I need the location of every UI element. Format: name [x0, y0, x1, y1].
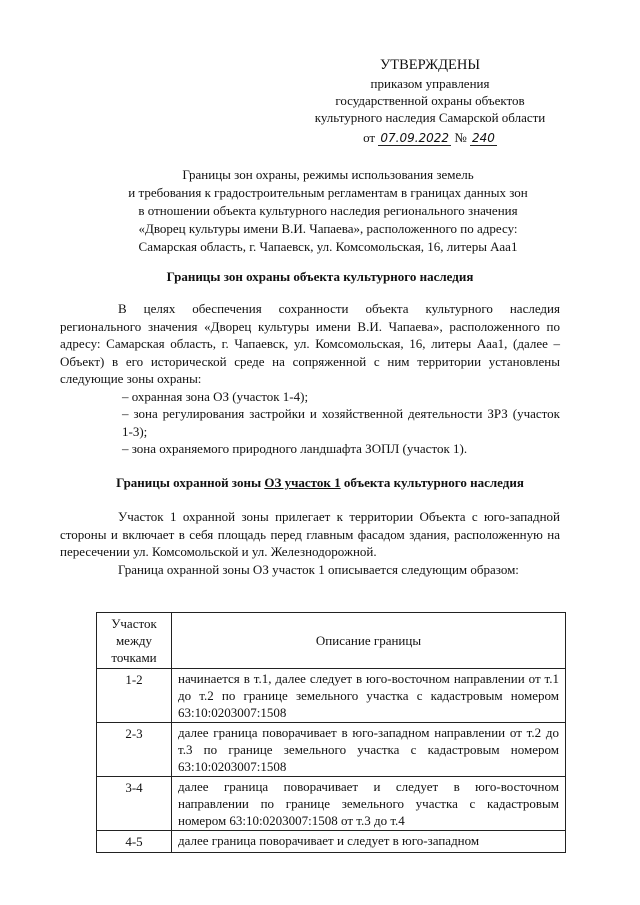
heading-line-3: в отношении объекта культурного наследия регионального значения	[138, 203, 518, 218]
zone-item-zopl: – зона охраняемого природного ландшафта ЗОПЛ (участок 1).	[122, 441, 468, 456]
approval-line-1: приказом управления	[370, 76, 490, 91]
section-2-heading-underlined: ОЗ участок 1	[264, 475, 341, 490]
approval-line-2: государственной охраны объектов	[335, 93, 525, 108]
segment-cell: 2-3	[97, 723, 172, 777]
segment-cell: 1-2	[97, 669, 172, 723]
approval-title: УТВЕРЖДЕНЫ	[379, 57, 481, 73]
section-2-para-2: Граница охранной зоны ОЗ участок 1 описывается следующим образом:	[118, 561, 519, 577]
description-cell: далее граница поворачивает и следует в юго-восточном направлении по границе земельного участка с кадастровым номером 63:10:0203007:1508 от т.3 до т.4	[172, 777, 566, 831]
section-2-body	[60, 508, 560, 578]
date-prefix: от	[363, 130, 376, 145]
heading-line-5: Самарская область, г. Чапаевск, ул. Комсомольская, 16, литеры Ааа1	[138, 239, 518, 254]
document-heading	[108, 166, 548, 256]
description-cell: далее граница поворачивает и следует в юго-западном	[172, 831, 566, 853]
approval-date-line	[300, 129, 560, 146]
section-2-para-1: Участок 1 охранной зоны прилегает к территории Объекта с юго-западной стороны и включает в себя площадь перед главным фасадом здания, расположенную на пересечении ул. Комсомольской и ул. Железнодорожной.	[60, 509, 560, 559]
heading-line-1: Границы зон охраны, режимы использования земель	[182, 167, 474, 182]
segment-cell: 4-5	[97, 831, 172, 853]
section-2-heading	[60, 474, 580, 491]
table-header-row	[97, 613, 566, 669]
table-header-description: Описание границы	[172, 613, 566, 669]
table-row	[97, 777, 566, 831]
description-cell: начинается в т.1, далее следует в юго-восточном направлении от т.1 до т.2 по границе земельного участка с кадастровым номером 63:10:0203007:1508	[172, 669, 566, 723]
table-header-segment: Участок между точками	[97, 613, 172, 669]
table-row	[97, 831, 566, 853]
approval-line-3: культурного наследия Самарской области	[314, 110, 546, 125]
heading-line-2: и требования к градостроительным регламентам в границах данных зон	[128, 185, 528, 200]
section-1-heading: Границы зон охраны объекта культурного наследия	[166, 269, 474, 284]
section-2-heading-prefix: Границы охранной зоны	[116, 475, 262, 490]
boundary-table	[96, 612, 566, 853]
heading-line-4: «Дворец культуры имени В.И. Чапаева», расположенного по адресу:	[138, 221, 518, 236]
zone-item-rz: – зона регулирования застройки и хозяйственной деятельности ЗРЗ (участок 1-3);	[122, 406, 560, 439]
approval-number: 240	[471, 131, 495, 145]
segment-cell: 3-4	[97, 777, 172, 831]
approval-stamp	[300, 55, 560, 146]
table-row	[97, 723, 566, 777]
zone-item-oz: – охранная зона ОЗ (участок 1-4);	[122, 388, 309, 404]
section-1-body	[60, 300, 560, 458]
table-row	[97, 669, 566, 723]
number-prefix: №	[454, 130, 467, 145]
section-1-intro: В целях обеспечения сохранности объекта культурного наследия регионального значения «Дворец культуры имени В.И. Чапаева», расположенного по адресу: Самарская область, г. Чапаевск, ул. Комсомольская, 16, литеры Ааа1, (далее – Объект) в его исторической среде на сопряженной с ним территории установлены следующие зоны охраны:	[60, 301, 560, 386]
section-2-heading-suffix: объекта культурного наследия	[343, 475, 524, 490]
approval-date: 07.09.2022	[380, 131, 450, 145]
description-cell: далее граница поворачивает в юго-западном направлении от т.2 до т.3 по границе земельного участка с кадастровым номером 63:10:0203007:1508	[172, 723, 566, 777]
